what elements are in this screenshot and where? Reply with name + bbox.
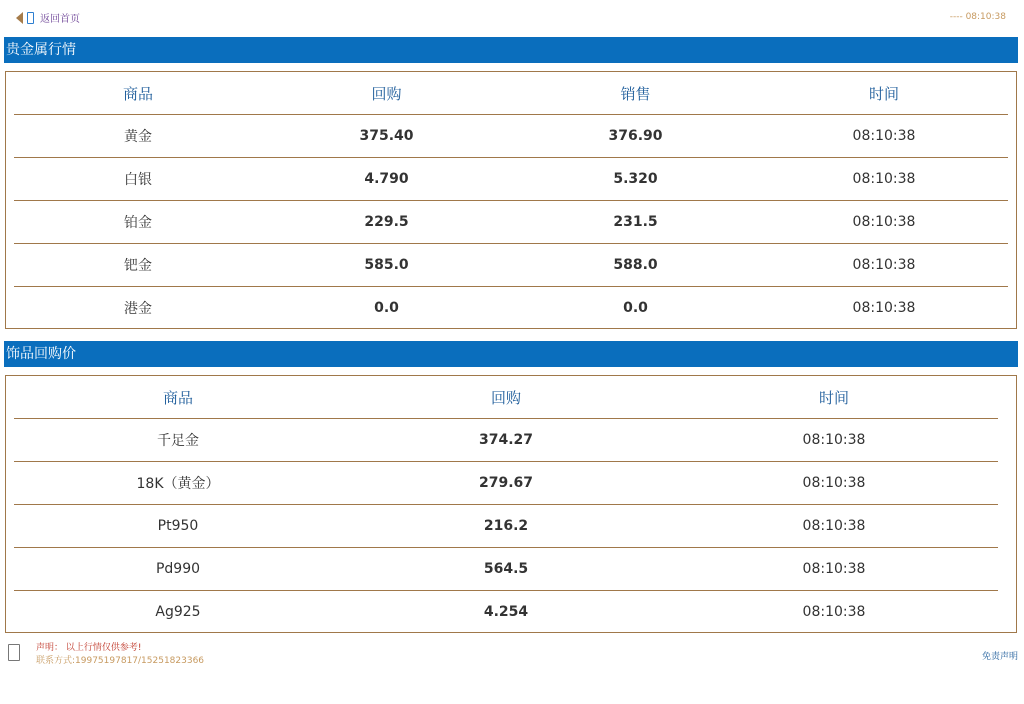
table-row [14, 505, 998, 548]
table-row [14, 591, 998, 634]
product-name: 白银 [14, 158, 262, 201]
table-row [14, 158, 1008, 201]
product-name: 千足金 [14, 419, 342, 462]
back-home-link[interactable] [16, 10, 80, 25]
metals-section-title: 贵金属行情 [4, 37, 1018, 63]
statement-text: 声明： 以上行情仅供参考! [36, 643, 142, 653]
update-time: 08:10:38 [670, 419, 998, 462]
product-name: 港金 [124, 301, 152, 317]
back-arrow-icon [16, 12, 23, 24]
contact-text: 联系方式:19975197817/15251823366 [36, 656, 205, 666]
top-bar [0, 0, 1024, 36]
update-time: 08:10:38 [670, 462, 998, 505]
footer-disclaimer [36, 642, 204, 668]
buyback-price: 0.0 [374, 300, 399, 316]
jewelry-table-box [5, 375, 1017, 633]
header-product: 商品 [14, 72, 262, 115]
clock-display: ---- 08:10:38 [949, 12, 1006, 22]
product-name: Pd990 [14, 548, 342, 591]
jewelry-section-title: 饰品回购价 [4, 341, 1018, 367]
buyback-price: 375.40 [262, 115, 511, 158]
buyback-price: 4.790 [262, 158, 511, 201]
header-buyback: 回购 [342, 376, 670, 419]
update-time: 08:10:38 [760, 244, 1008, 287]
product-name: 18K（黄金） [14, 462, 342, 505]
product-name: Pt950 [14, 505, 342, 548]
sale-price: 231.5 [511, 201, 760, 244]
disclaimer-link[interactable]: 免责声明 [981, 652, 1018, 662]
update-time: 08:10:38 [670, 505, 998, 548]
table-row [14, 548, 998, 591]
product-name: 黄金 [14, 115, 262, 158]
header-sale: 销售 [511, 72, 760, 115]
sale-price: 588.0 [511, 244, 760, 287]
table-row [14, 462, 998, 505]
update-time: 08:10:38 [760, 158, 1008, 201]
table-row [14, 201, 1008, 244]
update-time: 08:10:38 [760, 201, 1008, 244]
product-name: 钯金 [14, 244, 262, 287]
buyback-price: 374.27 [342, 419, 670, 462]
buyback-price: 564.5 [342, 548, 670, 591]
table-row [14, 419, 998, 462]
product-name: 铂金 [14, 201, 262, 244]
sale-price: 0.0 [623, 300, 648, 316]
table-row [14, 287, 1008, 330]
metals-header-row [14, 72, 1008, 115]
buyback-price: 279.67 [342, 462, 670, 505]
buyback-price: 229.5 [262, 201, 511, 244]
buyback-price: 585.0 [262, 244, 511, 287]
jewelry-table [14, 376, 998, 633]
jewelry-header-row [14, 376, 998, 419]
phone-icon [27, 12, 34, 24]
update-time: 08:10:38 [670, 548, 998, 591]
phone-icon [8, 644, 20, 661]
back-home-label: 返回首页 [40, 14, 80, 25]
header-product: 商品 [14, 376, 342, 419]
update-time: 08:10:38 [852, 300, 916, 316]
sale-price: 5.320 [511, 158, 760, 201]
header-time: 时间 [670, 376, 998, 419]
header-time: 时间 [760, 72, 1008, 115]
table-row [14, 115, 1008, 158]
table-row [14, 244, 1008, 287]
header-buyback: 回购 [262, 72, 511, 115]
product-name: Ag925 [155, 604, 201, 620]
update-time: 08:10:38 [802, 604, 866, 620]
metals-table [14, 72, 1008, 329]
buyback-price: 4.254 [483, 604, 529, 620]
metals-table-box [5, 71, 1017, 329]
update-time: 08:10:38 [760, 115, 1008, 158]
buyback-price: 216.2 [342, 505, 670, 548]
sale-price: 376.90 [511, 115, 760, 158]
